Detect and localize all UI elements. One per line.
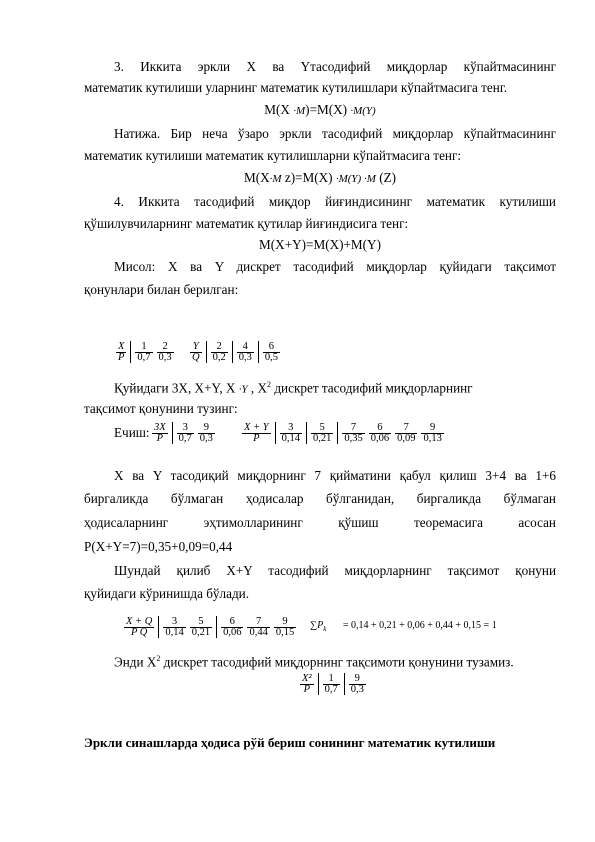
example-line-2: қонунлари билан берилган: — [84, 282, 239, 297]
explanation-line-4: P(X+Y=7)=0,35+0,09=0,44 — [84, 539, 233, 554]
corollary-line-1: Натижа. Бир нeча ўзаро эркли тасодифий миқдорлар кўпайтмасининг — [114, 126, 556, 141]
sum-rhs: = 0,14 + 0,21 + 0,06 + 0,44 + 0,15 = 1 — [342, 620, 497, 631]
explanation-line-2: биргаликда бўлмаган ҳодисалар бўлганидан, биргаликда бўлмаган — [84, 491, 556, 506]
formula-part: (Z) — [375, 170, 397, 185]
superscript: 2 — [156, 654, 161, 663]
superscript: 2 — [267, 380, 272, 389]
probability-sum — [310, 621, 497, 634]
sum-symbol: ∑P — [310, 620, 324, 631]
sum-subscript: k — [323, 625, 327, 633]
formula-symbol: ·M — [293, 105, 306, 117]
table-x: $\frac{X}{P}$ $\frac{1}{0,7}$ $\frac{2}{0,3}$ — [118, 340, 172, 363]
conclusion-line-1: Шундай қилиб X+Y тасодифий миқдорларнинг тақсимот қонуни — [114, 563, 556, 578]
text-part: дискрет тасодифий миқдорнинг тақсимоти қонунини тузамиз. — [160, 654, 514, 670]
table-y: $\frac{Y}{Q}$ $\frac{2}{0,2}$ $\frac{4}{0,3}$ $\frac{6}{0,5}$ — [192, 340, 278, 363]
theorem-3-line-1: 3. Иккита эркли X ва Yтасодифий миқдорлар кўпайтмасининг — [114, 59, 556, 74]
explanation-line-3: ҳодисаларнинг эҳтимолларининг қўшиш теоремасига асосан — [84, 515, 556, 530]
table-x-squared: $\frac{\text{X²}}{P}$ $\frac{1}{0,7}$ $\frac{9}{0,3}$ — [302, 672, 364, 695]
theorem-3-formula — [84, 101, 556, 120]
corollary-line-2: математик кутилиши математик кутилишларни кўпайтмасига тенг: — [84, 148, 462, 163]
theorem-4-line-2: қўшилувчиларнинг математик қутилар йиғиндисига тенг: — [84, 216, 409, 231]
formula-symbol: ·Y — [238, 383, 248, 396]
theorem-3-line-2: математик кутилиши уларнинг математик кутилишлари кўпайтмасига тенг. — [84, 80, 508, 95]
corollary-formula — [84, 169, 556, 188]
conclusion-line-2: қуйидаги кўринишда бўлади. — [84, 586, 250, 601]
theorem-4-formula: M(X+Y)=M(X)+M(Y) — [259, 237, 381, 252]
theorem-4-line-1: 4. Иккита тасодифий миқдор йиғиндисининг математик кутилиши — [114, 194, 556, 209]
formula-symbol: ·M(Y) — [350, 105, 376, 117]
text-part: Энди X — [114, 654, 157, 670]
text-part: Қуйидаги 3X, X+Y, X — [114, 380, 239, 396]
x-squared-line — [84, 650, 586, 670]
formula-part: M(X — [243, 170, 270, 185]
formula-symbol: ·M(Y) ·M — [335, 173, 376, 185]
solution-label: Ечиш: — [114, 425, 150, 440]
explanation-line-1: X ва Y тасодиқий миқдорнинг 7 қийматини қабул қилиш 3+4 ва 1+6 — [114, 468, 556, 483]
formula-symbol: ·M — [269, 173, 282, 185]
text-part: , X — [247, 380, 268, 396]
table-3x: $\frac{3X}{P}$ $\frac{3}{0,7}$ $\frac{9}{0,3}$ — [154, 421, 213, 444]
formula-part: M(X — [264, 102, 294, 117]
task-line-2: тақсимот қонунини тузинг: — [84, 401, 238, 416]
table-x-plus-y: $\frac{X + Y}{P}$ $\frac{3}{0,14}$ $\frac{5}{0,21}$ $\frac{7}{0,35}$ $\frac{6}{0,06}$ $\frac{7}{0,09}$ $\frac{9}{0,13}$ — [244, 421, 442, 444]
example-line-1: Мисол: X ва Y дискрет тасодифий миқдорлар қуйидаги тақсимот — [114, 259, 556, 274]
task-line-1 — [84, 376, 586, 398]
text-part: дискрет тасодифий миқдорларнинг — [271, 380, 473, 396]
formula-part: )=M(X) — [305, 102, 351, 117]
section-heading: Эркли синашларда ҳодиса рўй бериш сонининг математик кутилиши — [84, 735, 496, 750]
table-x-plus-y-final: $\frac{X + Q}{\text{P Q}}$ $\frac{3}{0,14}$ $\frac{5}{0,21}$ $\frac{6}{0,06}$ $\frac{7}{0,44}$ $\frac{9}{0,15}$ — [126, 615, 295, 638]
formula-part: z)=M(X) — [281, 170, 336, 185]
